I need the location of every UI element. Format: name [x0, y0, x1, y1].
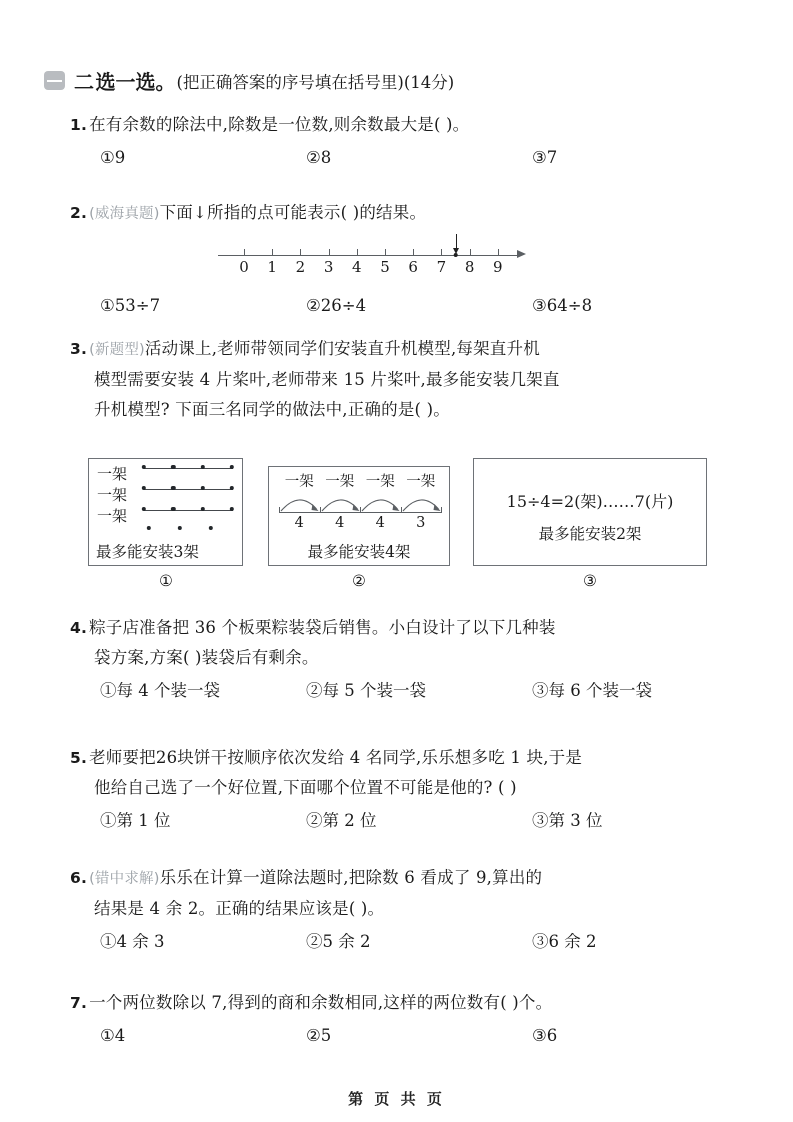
question-5-number: 5. [70, 749, 88, 767]
number-line-tick [470, 249, 471, 256]
box2-segment-values [269, 515, 449, 535]
section-header [44, 66, 454, 95]
question-7-option-2[interactable]: ②5 [306, 1026, 332, 1045]
method-box-3 [473, 458, 707, 566]
question-5-text-1 [70, 743, 730, 773]
question-3-number: 3. [70, 340, 88, 358]
box2-header-label: 一架 [284, 474, 314, 490]
question-2-option-3[interactable]: ③64÷8 [532, 296, 593, 315]
box1-row-label-3: 一架 [97, 506, 128, 525]
box2-segment-value: 4 [375, 515, 385, 531]
question-6 [70, 863, 730, 957]
number-line-pointer-icon [456, 234, 457, 251]
question-5-options [70, 805, 730, 836]
box2-jump-arc [401, 493, 442, 512]
question-6-line-2: 结果是 4 余 2。正确的结果应该是( )。 [94, 899, 385, 918]
box1-dot-row [141, 488, 236, 490]
box1-row-label-1: 一架 [97, 464, 128, 483]
question-7-number: 7. [70, 994, 88, 1012]
question-3-tag: (新题型) [89, 342, 145, 358]
question-2-number: 2. [70, 204, 88, 222]
number-line-tick [357, 249, 358, 256]
method-box-2-label: ② [352, 572, 366, 590]
question-5-option-2[interactable]: ②第 2 位 [306, 811, 377, 830]
method-boxes [88, 458, 708, 598]
number-line-tick-label: 4 [352, 258, 362, 276]
box2-segment-value: 4 [335, 515, 345, 531]
number-line-tick-label: 3 [323, 258, 334, 276]
box2-header-label: 一架 [406, 474, 436, 490]
box1-dot-row [141, 509, 236, 511]
box2-jump-arc [360, 493, 401, 512]
box2-header-label: 一架 [365, 474, 395, 490]
number-line-arrowhead-icon [517, 250, 526, 258]
question-7-options [70, 1020, 730, 1051]
number-line-tick [329, 249, 330, 256]
number-line-tick-label: 0 [239, 258, 249, 276]
box2-jump-arc [279, 493, 320, 512]
question-4-line-2: 袋方案,方案( )装袋后有剩余。 [94, 648, 319, 667]
page-footer: 第 页 共 页 [348, 1090, 445, 1108]
question-3-line-2: 模型需要安装 4 片桨叶,老师带来 15 片桨叶,最多能安装几架直 [94, 370, 560, 389]
number-line-tick-label: 8 [464, 258, 475, 276]
number-line-tick [498, 249, 499, 256]
method-box-1-label: ① [159, 572, 173, 590]
question-2-line-1: 下面↓所指的点可能表示( )的结果。 [159, 203, 427, 222]
box2-tick [441, 507, 442, 513]
number-line-tick-label: 5 [380, 258, 390, 276]
number-line-tick [413, 249, 414, 256]
question-3-text-1 [70, 334, 730, 365]
question-3-line-3: 升机模型? 下面三名同学的做法中,正确的是( )。 [94, 400, 450, 419]
question-4-text-1 [70, 613, 730, 643]
question-7-option-1[interactable]: ①4 [100, 1026, 126, 1045]
method-box-1 [88, 458, 243, 566]
question-7-option-3[interactable]: ③6 [532, 1026, 558, 1045]
number-line [218, 238, 533, 284]
question-5-line-1: 老师要把26块饼干按顺序依次发给 4 名同学,乐乐想多吃 1 块,于是 [89, 748, 583, 767]
box3-conclusion: 最多能安装2架 [538, 525, 642, 543]
number-line-tick [244, 249, 245, 256]
question-2-options-row [70, 288, 730, 321]
question-6-number: 6. [70, 869, 88, 887]
question-2-text [70, 198, 730, 229]
question-1-line-1: 在有余数的除法中,除数是一位数,则余数最大是( )。 [89, 115, 470, 134]
number-line-tick-label: 7 [436, 258, 447, 276]
question-6-line-1: 乐乐在计算一道除法题时,把除数 6 看成了 9,算出的 [159, 868, 543, 887]
question-3 [70, 334, 730, 425]
question-1-option-3[interactable]: ③7 [532, 148, 558, 167]
box1-row-label-2: 一架 [97, 485, 128, 504]
number-line-tick [272, 249, 273, 256]
question-2-options [70, 290, 730, 321]
box2-conclusion: 最多能安装4架 [307, 543, 411, 561]
question-2 [70, 198, 730, 229]
question-1-options [70, 142, 730, 173]
number-line-tick [300, 249, 301, 256]
question-1 [70, 110, 730, 173]
question-7 [70, 988, 730, 1051]
box2-segment-value: 3 [416, 515, 426, 531]
box1-leftover-dots [141, 526, 236, 532]
section-number: 二 [74, 70, 95, 94]
question-6-option-2[interactable]: ②5 余 2 [306, 932, 371, 951]
number-line-point [453, 253, 458, 258]
question-5-option-1[interactable]: ①第 1 位 [100, 811, 171, 830]
question-1-text [70, 110, 730, 140]
question-7-text [70, 988, 730, 1018]
number-line-tick-label: 6 [408, 258, 418, 276]
question-4-line-1: 粽子店准备把 36 个板栗粽装袋后销售。小白设计了以下几种装 [89, 618, 556, 637]
question-3-line-1: 活动课上,老师带领同学们安装直升机模型,每架直升机 [144, 339, 540, 358]
section-title: 选一选。 [95, 70, 176, 94]
box2-segment-value: 4 [294, 515, 304, 531]
box2-jump-arc [320, 493, 361, 512]
question-4-option-2[interactable]: ②每 5 个装一袋 [306, 681, 426, 700]
question-6-text-1 [70, 863, 730, 894]
box1-conclusion: 最多能安装3架 [96, 543, 199, 561]
number-line-tick-label: 1 [267, 258, 277, 276]
question-1-option-2[interactable]: ②8 [306, 148, 332, 167]
question-6-option-3[interactable]: ③6 余 2 [532, 932, 597, 951]
question-4-number: 4. [70, 619, 88, 637]
question-2-tag: (威海真题) [89, 206, 160, 222]
method-box-2 [268, 466, 450, 566]
question-1-option-1[interactable]: ①9 [100, 148, 126, 167]
question-1-number: 1. [70, 116, 88, 134]
question-4-option-1[interactable]: ①每 4 个装一袋 [100, 681, 220, 700]
book-icon [44, 71, 65, 90]
method-box-3-label: ③ [583, 572, 597, 590]
number-line-axis [218, 255, 518, 256]
box2-header-label: 一架 [325, 474, 355, 490]
question-4-option-3[interactable]: ③每 6 个装一袋 [532, 681, 652, 700]
question-5 [70, 743, 730, 836]
question-2-option-1[interactable]: ①53÷7 [100, 296, 161, 315]
question-6-tag: (错中求解) [89, 871, 160, 887]
number-line-tick-label: 9 [493, 258, 503, 276]
question-5-option-3[interactable]: ③第 3 位 [532, 811, 603, 830]
section-subtitle: (把正确答案的序号填在括号里)(14分) [176, 72, 455, 92]
box1-dot-row [141, 467, 236, 469]
question-4-options [70, 675, 730, 706]
question-5-line-2: 他给自己选了一个好位置,下面哪个位置不可能是他的? ( ) [94, 778, 517, 797]
question-2-option-2[interactable]: ②26÷4 [306, 296, 367, 315]
question-7-line-1: 一个两位数除以 7,得到的商和余数相同,这样的两位数有( )个。 [89, 993, 553, 1012]
box3-equation: 15÷4=2(架)……7(片) [506, 492, 674, 511]
number-line-tick-label: 2 [295, 258, 306, 276]
box2-headers [276, 470, 444, 492]
question-6-option-1[interactable]: ①4 余 3 [100, 932, 165, 951]
question-6-options [70, 926, 730, 957]
number-line-tick [385, 249, 386, 256]
number-line-tick [441, 249, 442, 256]
question-4 [70, 613, 730, 706]
